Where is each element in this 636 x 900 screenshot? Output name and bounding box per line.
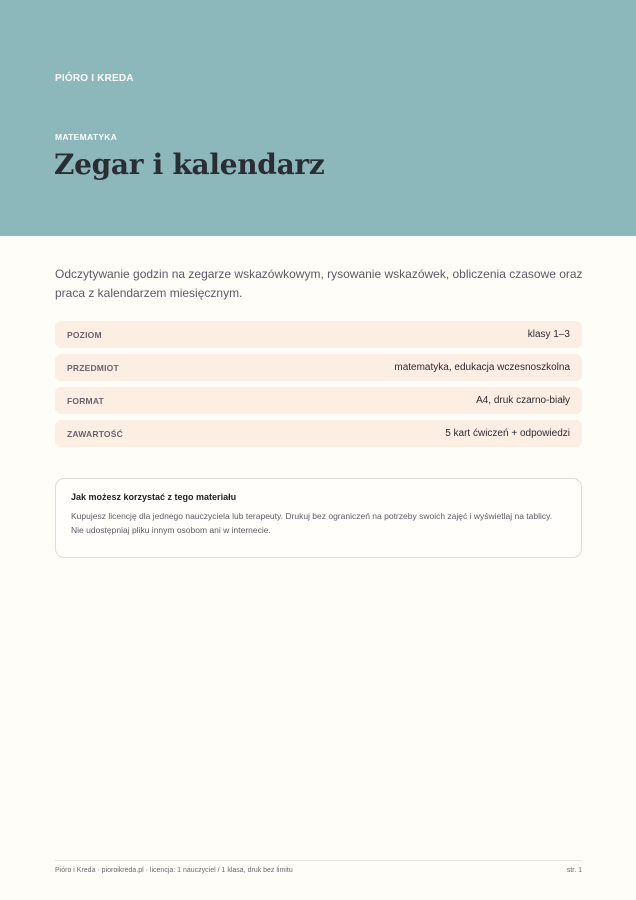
meta-value: A4, druk czarno-biały (476, 395, 570, 406)
meta-row-level (55, 321, 582, 348)
license-text: Kupujesz licencję dla jednego nauczyciela lub terapeuty. Drukuj bez ograniczeń na potrzeby swoich zajęć i wyświetlaj na tablicy. Nie udostępniaj pliku innym osobom ani w internecie. (71, 511, 553, 535)
header-banner (0, 0, 636, 236)
intro-text: Odczytywanie godzin na zegarze wskazówkowym, rysowanie wskazówek, obliczenia czasowe oraz praca z kalendarzem miesięcznym. (55, 267, 583, 300)
meta-value: klasy 1–3 (527, 329, 570, 340)
meta-value: matematyka, edukacja wczesnoszkolna (394, 362, 570, 373)
subject-label: MATEMATYKA (55, 132, 118, 142)
license-box (55, 478, 582, 558)
license-title: Jak możesz korzystać z tego materiału (71, 492, 237, 502)
meta-label: ZAWARTOŚĆ (67, 428, 123, 439)
footer-license-info: Pióro i Kreda · pioroikreda.pl · licencja: 1 nauczyciel / 1 klasa, druk bez limitu (55, 867, 293, 874)
meta-row-subject (55, 354, 582, 381)
meta-row-contents (55, 420, 582, 447)
page-title: Zegar i kalendarz (54, 148, 325, 181)
page-number: str. 1 (566, 867, 582, 874)
meta-row-format (55, 387, 582, 414)
meta-label: FORMAT (67, 395, 104, 406)
meta-value: 5 kart ćwiczeń + odpowiedzi (445, 428, 570, 439)
brand-name: PIÓRO I KREDA (55, 73, 134, 84)
meta-label: PRZEDMIOT (67, 362, 119, 373)
page-footer (55, 860, 582, 874)
meta-list (55, 321, 582, 453)
meta-label: POZIOM (67, 329, 102, 340)
